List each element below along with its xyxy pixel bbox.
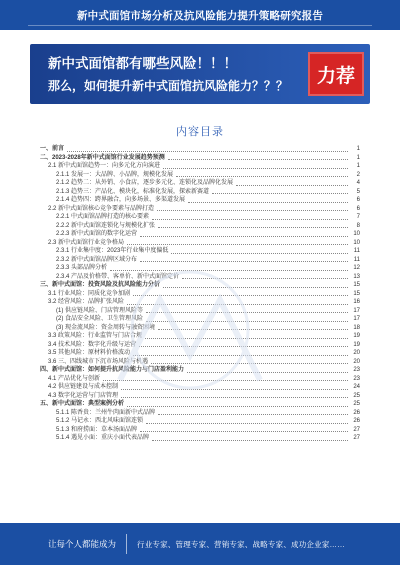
toc-leader-dots [140, 235, 348, 237]
toc-entry-text: 3.3 政策风险：行业监管与门店合规 [48, 333, 143, 339]
toc-entry[interactable] [40, 375, 360, 384]
toc-leader-dots [103, 379, 348, 381]
toc-leader-dots [163, 286, 348, 288]
toc-entry-text: 2.1.3 趋势三：产品化、模块化，标准化发展，探索新赛道 [56, 188, 210, 195]
toc-entry-text: 5.1.4 遇见小面：重庆小面代表品牌 [56, 435, 150, 441]
toc-leader-dots [171, 252, 348, 254]
toc-entry-page: 24 [353, 384, 360, 390]
toc-entry-text: 3.4 技术风险：数字化升级与运营 [48, 341, 137, 348]
toc-entry[interactable] [40, 196, 360, 205]
toc-entry-text: 2.3 新中式面馆行业竞争格局 [48, 239, 125, 246]
toc-entry[interactable] [40, 434, 360, 443]
toc-entry-page: 13 [353, 273, 360, 280]
toc-entry[interactable] [40, 154, 360, 163]
toc-entry-page: 20 [353, 350, 360, 356]
toc-entry-page: 7 [356, 214, 360, 220]
toc-entry-page: 6 [356, 205, 360, 212]
toc-entry-text: 3.5 其他风险：原材料价格波动 [48, 350, 131, 356]
toc-leader-dots [67, 150, 348, 152]
toc-entry-page: 10 [353, 239, 360, 246]
toc-entry[interactable] [40, 145, 360, 154]
toc-leader-dots [127, 243, 348, 245]
toc-leader-dots [110, 269, 348, 271]
toc-entry-page: 27 [353, 435, 360, 441]
toc-entry-page: 26 [353, 418, 360, 424]
toc-entry-page: 5 [356, 188, 360, 195]
toc-leader-dots [146, 320, 348, 322]
toc-entry[interactable] [40, 290, 360, 299]
toc-entry[interactable] [40, 324, 360, 333]
toc-entry-text: (2) 食品安全风险、卫生管理风险 [56, 316, 144, 322]
toc-entry-text: 4.2 供应链建设与成本控制 [48, 384, 119, 390]
toc-entry-text: 2.2.1 中式面馆品牌打造的核心要素 [56, 214, 150, 220]
toc-entry[interactable] [40, 400, 360, 409]
toc-entry[interactable] [40, 281, 360, 290]
toc-leader-dots [121, 388, 348, 390]
toc-entry[interactable] [40, 417, 360, 426]
toc-entry-page: 23 [353, 367, 360, 373]
table-of-contents [40, 145, 360, 443]
banner-question: 那么，如何提升新中式面馆抗风险能力？？？ [48, 79, 289, 93]
toc-entry-page: 27 [353, 426, 360, 433]
toc-entry[interactable] [40, 256, 360, 265]
toc-entry[interactable] [40, 383, 360, 392]
toc-leader-dots [127, 405, 348, 407]
toc-leader-dots [139, 345, 348, 347]
toc-leader-dots [146, 422, 348, 424]
toc-entry-text: 2.2 新中式面馆核心竞争要素与品牌打造 [48, 205, 155, 212]
toc-entry-page: 16 [353, 299, 360, 305]
toc-entry[interactable] [40, 205, 360, 214]
toc-entry[interactable] [40, 358, 360, 367]
toc-leader-dots [236, 184, 348, 186]
toc-entry-page: 2 [356, 171, 360, 178]
toc-entry-text: 5.1.1 陈香贵：兰州牛肉面新中式品牌 [56, 409, 156, 416]
toc-entry[interactable] [40, 171, 360, 180]
toc-entry-text: 五、新中式面馆：典型案例分析 [40, 401, 125, 407]
toc-entry[interactable] [40, 341, 360, 350]
toc-leader-dots [152, 439, 348, 441]
toc-entry-page: 18 [353, 324, 360, 331]
toc-entry-text: 2.2.3 新中式面馆的数字化运营 [56, 231, 138, 237]
risk-banner [30, 44, 370, 104]
toc-entry[interactable] [40, 264, 360, 273]
toc-leader-dots [127, 303, 348, 305]
toc-entry-page: 19 [353, 333, 360, 339]
toc-entry-text: 2.3.2 新中式面馆品牌区域分布 [56, 256, 138, 263]
toc-entry-text: 3.1 行业风险：同质化竞争加剧 [48, 290, 131, 297]
toc-entry-page: 12 [353, 265, 360, 271]
toc-entry-text: 3.6 三、四线城市下沉市场风险与机遇 [48, 358, 149, 365]
toc-leader-dots [133, 294, 348, 296]
toc-entry[interactable] [40, 332, 360, 341]
toc-entry-text: 5.1.3 和府捞面：草本汤面品牌 [56, 426, 138, 433]
toc-entry-page: 8 [356, 222, 360, 229]
toc-entry-text: (3) 现金流风险：资金周转与融资困境 [56, 324, 156, 331]
toc-leader-dots [182, 277, 348, 279]
footer-divider [126, 534, 127, 554]
toc-entry-text: 4.1 产品优化与创新 [48, 375, 101, 382]
toc-entry-page: 25 [353, 392, 360, 399]
toc-entry[interactable] [40, 273, 360, 282]
toc-leader-dots [146, 311, 348, 313]
toc-entry-page: 25 [353, 401, 360, 407]
toc-entry[interactable] [40, 426, 360, 435]
toc-entry-text: (1) 供应链风险、门店管理风险等 [56, 307, 144, 314]
toc-entry[interactable] [40, 315, 360, 324]
toc-entry[interactable] [40, 230, 360, 239]
toc-entry[interactable] [40, 409, 360, 418]
toc-leader-dots [188, 201, 348, 203]
toc-entry[interactable] [40, 247, 360, 256]
recommend-stamp: 力荐 [308, 52, 364, 96]
toc-entry-page: 6 [356, 197, 360, 203]
toc-leader-dots [133, 354, 348, 356]
toc-leader-dots [176, 175, 348, 177]
toc-entry-text: 2.1.2 趋势二：从外销、小食店，逐步多元化、连锁化及品牌化发展 [56, 180, 234, 186]
toc-entry-text: 3.2 经营风险：品牌扩张风险 [48, 299, 125, 305]
toc-entry[interactable] [40, 162, 360, 171]
toc-leader-dots [151, 362, 348, 364]
toc-entry-page: 20 [353, 358, 360, 365]
toc-entry[interactable] [40, 307, 360, 316]
toc-leader-dots [140, 430, 348, 432]
toc-entry-text: 2.3.1 行业集中度：2023年行业集中度偏低 [56, 248, 169, 254]
toc-entry[interactable] [40, 366, 360, 375]
toc-entry-page: 15 [353, 290, 360, 297]
footer-roles: 行业专家、管理专家、营销专家、战略专家、成功企业家…… [137, 539, 345, 549]
toc-entry-page: 10 [353, 231, 360, 237]
toc-entry-text: 2.1.1 发展一：大品牌、小品牌，规模化发展 [56, 171, 174, 178]
toc-entry-page: 17 [353, 316, 360, 322]
toc-entry[interactable] [40, 222, 360, 231]
report-title: 新中式面馆市场分析及抗风险能力提升策略研究报告 [76, 9, 324, 22]
banner-headline: 新中式面馆都有哪些风险！！！ [48, 56, 237, 71]
toc-leader-dots [140, 260, 348, 262]
toc-entry-text: 5.1.2 马记永：西北风味面馆连锁 [56, 418, 144, 424]
toc-entry-text: 2.3.4 产品及价格带、客单价、新中式面馆定价 [56, 273, 180, 280]
toc-entry[interactable] [40, 188, 360, 197]
toc-entry-text: 2.3.3 头部品牌分析 [56, 265, 108, 271]
toc-leader-dots [163, 167, 348, 169]
toc-entry-page: 15 [353, 282, 360, 288]
toc-entry-text: 2.1.4 趋势四：跨界融合，向多场景、多渠道发展 [56, 197, 186, 203]
toc-leader-dots [212, 192, 348, 194]
toc-entry[interactable] [40, 179, 360, 188]
footer-bar [0, 523, 400, 565]
toc-leader-dots [158, 226, 348, 228]
toc-entry-page: 1 [356, 154, 360, 161]
toc-entry-text: 三、新中式面馆：投资风险及抗风险能力分析 [40, 282, 161, 288]
toc-leader-dots [121, 396, 348, 398]
toc-entry-page: 1 [356, 163, 360, 169]
toc-entry-text: 二、2023-2028年新中式面馆行业发展趋势预测 [40, 154, 165, 161]
toc-leader-dots [158, 413, 348, 415]
toc-entry-page: 11 [353, 256, 360, 263]
toc-leader-dots [145, 337, 348, 339]
toc-entry-page: 23 [353, 375, 360, 382]
report-header [0, 0, 400, 30]
toc-entry-page: 11 [353, 248, 360, 254]
toc-entry[interactable] [40, 298, 360, 307]
toc-entry-page: 4 [356, 180, 360, 186]
toc-entry-text: 4.3 数字化运营与门店管理 [48, 392, 119, 399]
toc-leader-dots [168, 158, 348, 160]
toc-entry[interactable] [40, 239, 360, 248]
toc-entry-page: 1 [356, 146, 360, 152]
toc-entry[interactable] [40, 349, 360, 358]
toc-leader-dots [158, 328, 348, 330]
toc-entry[interactable] [40, 213, 360, 222]
toc-leader-dots [152, 218, 348, 220]
toc-entry-page: 19 [353, 341, 360, 348]
toc-leader-dots [187, 371, 348, 373]
toc-entry-text: 四、新中式面馆：如何提升抗风险能力与门店盈利能力 [40, 367, 185, 373]
toc-entry-text: 2.1 新中式面馆趋势一：向多元化方向演进 [48, 163, 161, 169]
toc-title: 内容目录 [176, 126, 224, 138]
footer-slogan: 让每个人都能成为 [48, 539, 117, 549]
toc-entry-text: 一、前言 [40, 146, 65, 152]
toc-entry-page: 26 [353, 409, 360, 416]
toc-entry-page: 17 [353, 307, 360, 314]
toc-entry[interactable] [40, 392, 360, 401]
toc-leader-dots [157, 209, 348, 211]
toc-entry-text: 2.2.2 新中式面馆连锁化与规模化扩张 [56, 222, 156, 229]
